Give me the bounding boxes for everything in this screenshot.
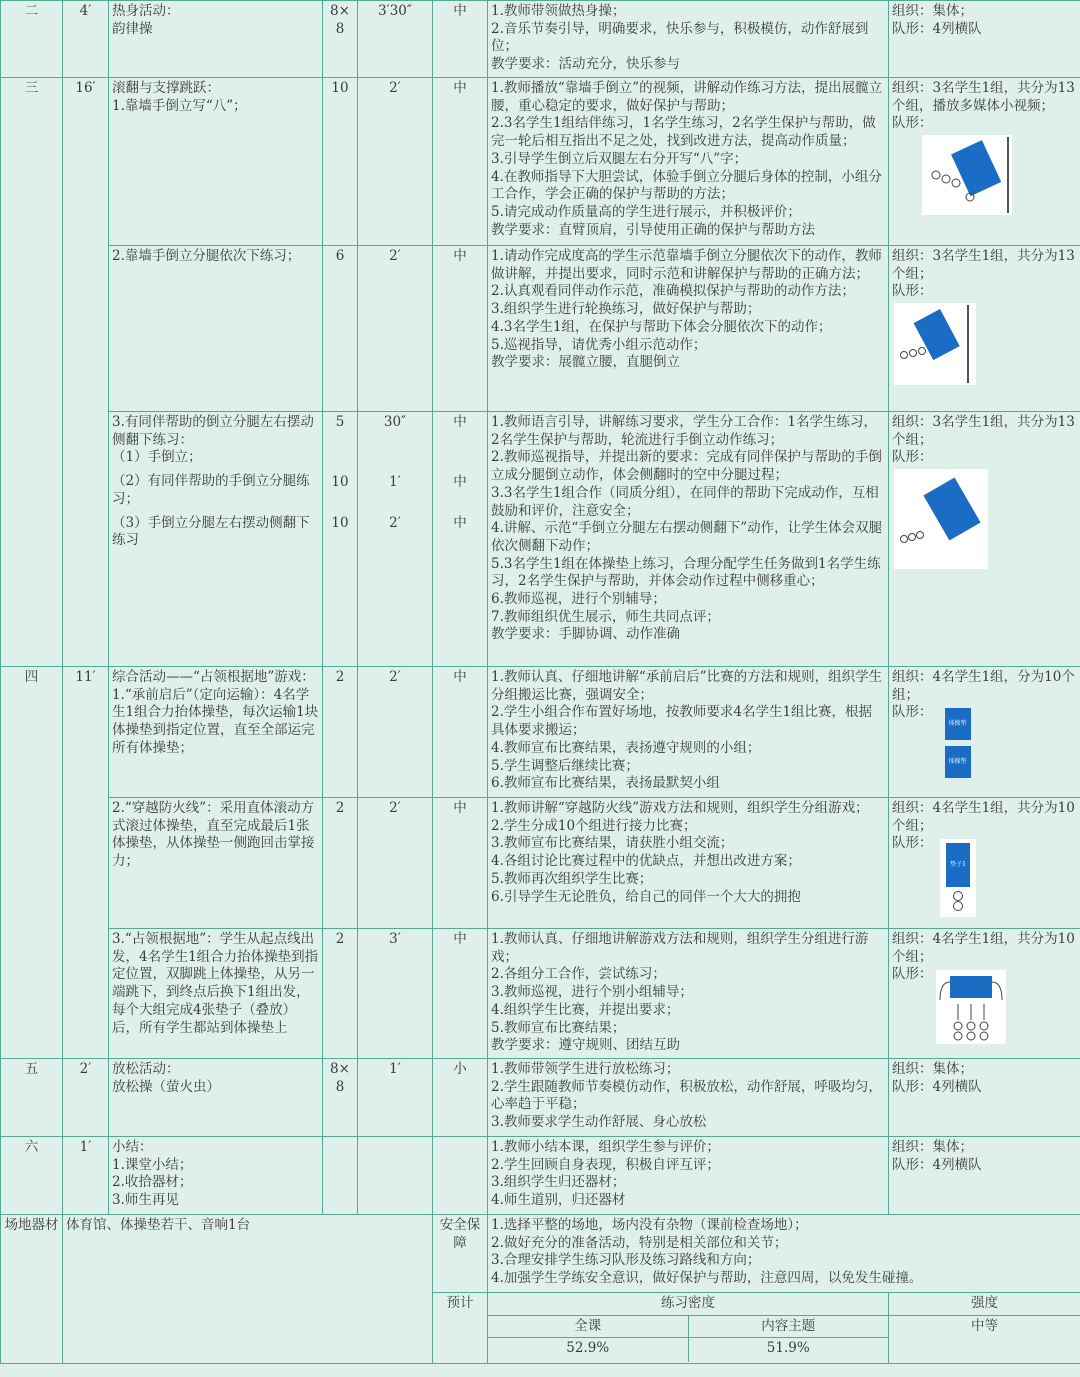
content-line: （3）手倒立分腿左右摆动侧翻下练习 [112,514,310,549]
row-part-5 [1,1059,1080,1137]
method-line: 6.教师巡视，进行个别辅导； [491,591,666,608]
content-cell [109,929,323,1059]
part-number: 二 [1,1,63,78]
org-line: 队形：4列横队 [892,20,982,37]
organization-cell [889,1,1080,78]
part-time: 4′ [63,1,109,78]
safety-line: 3.合理安排学生练习队形及练习路线和方向； [491,1252,761,1269]
count-cell: 8×8 [323,1,358,78]
part-number: 六 [1,1137,63,1215]
org-line: 组织：3名学生1组，共分为13个组； [892,248,1075,282]
duration-cell: 3′ [358,929,433,1059]
method-line: 2.音乐节奏引导，明确要求，快乐参与，积极模仿，动作舒展到位； [491,20,869,55]
organization-cell [889,667,1080,798]
method-line: 3.教师巡视，进行个别小组辅导； [491,984,693,1001]
org-line: 队形： [892,283,933,300]
count-cell: 10 [323,78,358,246]
safety-line: 4.加强学生学练安全意识，做好保护与帮助，注意四周，以免发生碰撞。 [491,1270,923,1287]
method-line: 5.教师再次组织学生比赛； [491,870,653,887]
duration-cell: 2′ [358,246,433,412]
method-line: 5.学生调整后继续比赛； [491,757,639,774]
method-line: 5.教师宣布比赛结果； [491,1019,626,1036]
method-line: 1.请动作完成度高的学生示范靠墙手倒立分腿依次下的动作，教师做讲解，并提出要求，同时示范和讲解保护与帮助的正确方法； [491,248,882,282]
method-line: 1.教师小结本课，组织学生参与评价； [491,1139,720,1155]
content-cell [109,1059,323,1137]
method-line: 教学要求：展髋立腰，直腿倒立 [491,354,680,371]
organization-cell [889,412,1080,667]
whole-lesson-value: 52.9% [488,1338,688,1362]
content-line: 1.“承前启后”（定向运输）：4名学生1组合力抬体操垫，每次运输1块体操垫到指定位置，直至全部运完所有体操垫； [112,686,319,756]
method-line: 4.3名学生1组，在保护与帮助下体会分腿依次下的动作； [491,318,832,335]
whole-lesson-label: 全课 [488,1316,688,1338]
content-line: 2.“穿越防火线”：采用直体滚动方式滚过体操垫，直至完成最后1张体操垫，从体操垫一侧跑回击掌接力； [112,800,315,870]
duration-cell [358,1137,433,1215]
methods-cell [488,412,889,667]
content-line: （2）有同伴帮助的手倒立分腿练习； [112,473,310,507]
content-line: 韵律操 [112,20,153,37]
duration-value: 30″ [383,414,407,430]
intensity-cell: 中 [433,1,488,78]
content-line: 3.师生再见 [112,1192,179,1209]
part-time: 11′ [63,667,109,1059]
relay-formation-diagram [940,839,976,917]
part-number: 五 [1,1059,63,1137]
content-cell [109,78,323,246]
method-line: 3.组织学生进行轮换练习，做好保护与帮助； [491,301,761,318]
content-line: 综合活动——“占领根据地”游戏： [112,669,315,685]
method-line: 5.3名学生1组在体操垫上练习，合理分配学生任务做到1名学生练习，2名学生保护与帮助，并体会动作过程中侧移重心； [491,555,881,590]
intensity-cell: 小 [433,1059,488,1137]
method-line: 2.教师巡视指导，并提出新的要求：完成有同伴保护与帮助的手倒立成分腿倒立动作，体会侧翻时的空中分腿过程； [491,449,882,484]
method-line: 1.教师播放“靠墙手倒立”的视频，讲解动作练习方法，提出展髋立腰，重心稳定的要求，做好保护与帮助； [491,80,883,114]
content-line: 1.课堂小结； [112,1156,193,1173]
intensity-cell: 中 [433,246,488,412]
row-part-4c [1,929,1080,1059]
method-line: 2.各组分工合作，尝试练习； [491,966,666,983]
row-safety [1,1215,1080,1293]
methods-cell [488,1059,889,1137]
content-cell [109,1,323,78]
org-line: 队形： [892,704,933,721]
row-part-4a [1,667,1080,798]
content-cell [109,798,323,929]
row-part-3b [1,246,1080,412]
method-line: 1.教师讲解“穿越防火线”游戏方法和规则，组织学生分组游戏； [491,800,869,816]
part-time: 16′ [63,78,109,667]
duration-value: 1′ [389,473,401,490]
method-line: 6.教师宣布比赛结果，表扬最默契小组 [491,775,720,792]
method-line: 4.教师宣布比赛结果，表扬遵守规则的小组； [491,739,761,756]
method-line: 1.教师带领学生进行放松练习； [491,1061,680,1077]
intensity-value: 中 [453,414,467,430]
content-cell [109,412,323,667]
safety-line: 1.选择平整的场地，场内没有杂物（课前检查场地）； [491,1217,808,1233]
content-theme-value: 51.9% [766,1340,810,1357]
count-value: 10 [331,515,349,532]
safety-line: 2.做好充分的准备活动，特别是相关部位和关节； [491,1234,788,1251]
intensity-value: 中 [453,473,467,490]
intensity-value: 中 [453,515,467,532]
content-line: 3.有同伴帮助的倒立分腿左右摆动侧翻下练习： [112,414,314,448]
method-line: 4.讲解、示范“手倒立分腿左右摆动侧翻下”动作，让学生体会双腿依次侧翻下动作； [491,520,883,554]
organization-cell [889,798,1080,929]
content-line: 滚翻与支撑跳跃： [112,80,220,96]
safety-label: 安全保障 [433,1215,488,1293]
handstand-formation-diagram [922,135,1012,215]
mat-label: 体操垫 [945,708,971,740]
method-line: 4.师生道别，归还器材 [491,1192,626,1209]
count-cell: 2 [323,798,358,929]
content-line: 小结： [112,1139,153,1155]
intensity-cell: 中 [433,798,488,929]
intensity-cell: 中 [433,929,488,1059]
method-line: 3.教师要求学生动作舒展、身心放松 [491,1114,707,1131]
method-line: 2.学生跟随教师节奏模仿动作，积极放松，动作舒展，呼吸均匀，心率趋于平稳； [491,1078,882,1113]
organization-cell [889,78,1080,246]
mat-label: 体操垫 [945,746,971,778]
row-part-4b [1,798,1080,929]
content-cell [109,246,323,412]
count-cell: 2 [323,667,358,798]
org-line: 队形： [892,966,933,983]
count-cell: 6 [323,246,358,412]
org-line: 组织：3名学生1组，共分为13个组，播放多媒体小视频； [892,80,1075,114]
method-line: 1.教师认真、仔细地讲解游戏方法和规则，组织学生分组进行游戏； [491,931,869,965]
part-number: 四 [1,667,63,1059]
part-number: 三 [1,78,63,667]
method-line: 1.教师认真、仔细地讲解“承前启后”比赛的方法和规则，组织学生分组搬运比赛，强调安全； [491,669,883,703]
methods-cell [488,78,889,246]
method-line: 1.教师带领做热身操； [491,3,626,19]
count-cell [323,1137,358,1215]
methods-cell [488,667,889,798]
content-line: 热身活动： [112,3,180,19]
estimate-label: 预计 [433,1293,488,1364]
safety-cell [488,1215,1080,1293]
method-line: 4.各组讨论比赛过程中的优缺点，并想出改进方案； [491,853,801,870]
base-capture-formation-diagram [936,970,1006,1044]
methods-cell [488,1,889,78]
student-marker [953,901,963,911]
org-line: 组织：4名学生1组，共分为10个组； [892,800,1075,834]
intensity-header: 强度 [889,1293,1080,1316]
row-part-3a [1,78,1080,246]
row-part-3c [1,412,1080,667]
organization-cell [889,1059,1080,1137]
count-value: 5 [335,414,345,430]
method-line: 6.引导学生无论胜负，给自己的同伴一个大大的拥抱 [491,888,801,905]
org-line: 组织：4名学生1组，共分为10个组； [892,931,1075,965]
content-line: 1.靠墙手倒立写“八”； [112,97,247,114]
count-cell [323,412,358,667]
method-line: 3.引导学生倒立后双腿左右分开写“八”字； [491,150,748,167]
content-theme-label: 内容主题 [688,1316,888,1338]
content-line: 放松操（萤火虫） [112,1078,220,1095]
method-line: 教学要求：遵守规则、团结互助 [491,1037,680,1054]
org-line: 组织：集体； [892,1139,973,1155]
count-cell: 8×8 [323,1059,358,1137]
methods-cell [488,1137,889,1215]
intensity-cell [433,1137,488,1215]
method-line: 教学要求：直臂顶肩，引导使用正确的保护与帮助方法 [491,221,815,238]
organization-cell [889,246,1080,412]
duration-cell: 2′ [358,667,433,798]
method-line: 3.教师宣布比赛结果，请获胜小组交流； [491,835,734,852]
method-line: 3.组织学生归还器材； [491,1174,626,1191]
venue-value: 体育馆、体操垫若干、音响1台 [63,1215,433,1364]
method-line: 3.3名学生1组合作（同质分组），在同伴的帮助下完成动作，互相鼓励和评价，注意安全； [491,484,879,519]
duration-cell: 2′ [358,798,433,929]
duration-cell: 1′ [358,1059,433,1137]
duration-cell: 2′ [358,78,433,246]
method-line: 7.教师组织优生展示，师生共同点评； [491,608,720,625]
org-line: 队形：4列横队 [892,1078,982,1095]
method-line: 2.认真观看同伴动作示范，准确模拟保护与帮助的动作方法； [491,283,855,300]
organization-cell [889,1137,1080,1215]
wall-handstand-formation-diagram [894,303,976,385]
content-line: 2.靠墙手倒立分腿依次下练习； [112,248,301,264]
content-line: 放松活动： [112,1061,180,1077]
org-line: 组织：3名学生1组，共分为13个组； [892,414,1075,448]
org-line: 组织：集体； [892,1061,973,1077]
part-time: 2′ [63,1059,109,1137]
content-line: （1）手倒立； [112,449,202,466]
org-line: 队形：4列横队 [892,1156,982,1173]
content-cell [109,1137,323,1215]
mat-label: 垫子1 [946,843,970,887]
venue-label: 场地器材 [1,1215,63,1364]
method-line: 2.3名学生1组结伴练习，1名学生练习，2名学生保护与帮助，做完一轮后相互指出不足之处，找到改进方法，提高动作质量； [491,115,876,150]
method-line: 1.教师语言引导，讲解练习要求，学生分工合作：1名学生练习，2名学生保护与帮助，轮流进行手倒立动作练习； [491,414,877,448]
methods-cell [488,246,889,412]
method-line: 2.学生小组合作布置好场地，按教师要求4名学生1组比赛，根据具体要求搬运； [491,704,873,739]
duration-cell: 3′30″ [358,1,433,78]
intensity-cell [433,412,488,667]
density-values [488,1315,889,1363]
method-line: 教学要求：手脚协调、动作准确 [491,626,680,643]
row-part-6 [1,1137,1080,1215]
count-value: 10 [331,473,349,490]
org-line: 组织：4名学生1组，分为10个组； [892,669,1075,703]
part-time: 1′ [63,1137,109,1215]
method-line: 4.组织学生比赛，并提出要求； [491,1001,680,1018]
density-header: 练习密度 [488,1293,889,1316]
content-cell [109,667,323,798]
content-line: 3.“占领根据地”：学生从起点线出发，4名学生1组合力抬体操垫到指定位置，双脚跳上体操垫，从另一端跳下，到终点后换下1组出发，每个大组完成4张垫子（叠放）后，所有学生都站到体操垫上 [112,931,319,1036]
intensity-cell: 中 [433,78,488,246]
method-line: 5.巡视指导，请优秀小组示范动作； [491,336,707,353]
partner-handstand-formation-diagram [894,469,988,569]
content-line: 2.收拾器材； [112,1174,193,1191]
method-line: 2.学生分成10个组进行接力比赛； [491,817,697,834]
method-line: 5.请完成动作质量高的学生进行展示，并积极评价； [491,203,801,220]
organization-cell [889,929,1080,1059]
mat-stack-diagram [945,708,971,778]
intensity-cell: 中 [433,667,488,798]
duration-value: 2′ [389,515,401,532]
method-line: 2.学生回顾自身表现，积极自评互评； [491,1156,720,1173]
methods-cell [488,929,889,1059]
duration-cell [358,412,433,667]
org-line: 队形： [892,449,933,466]
org-line: 队形： [892,835,933,852]
org-line: 组织：集体； [892,3,973,19]
methods-cell [488,798,889,929]
row-part-2 [1,1,1080,78]
student-marker [953,891,963,901]
org-line: 队形： [892,115,933,132]
intensity-value: 中等 [889,1315,1080,1363]
method-line: 4.在教师指导下大胆尝试，体验手倒立分腿后身体的控制，小组分工合作，学会正确的保护与帮助的方法； [491,168,882,203]
method-line: 教学要求：活动充分，快乐参与 [491,56,680,73]
count-cell: 2 [323,929,358,1059]
